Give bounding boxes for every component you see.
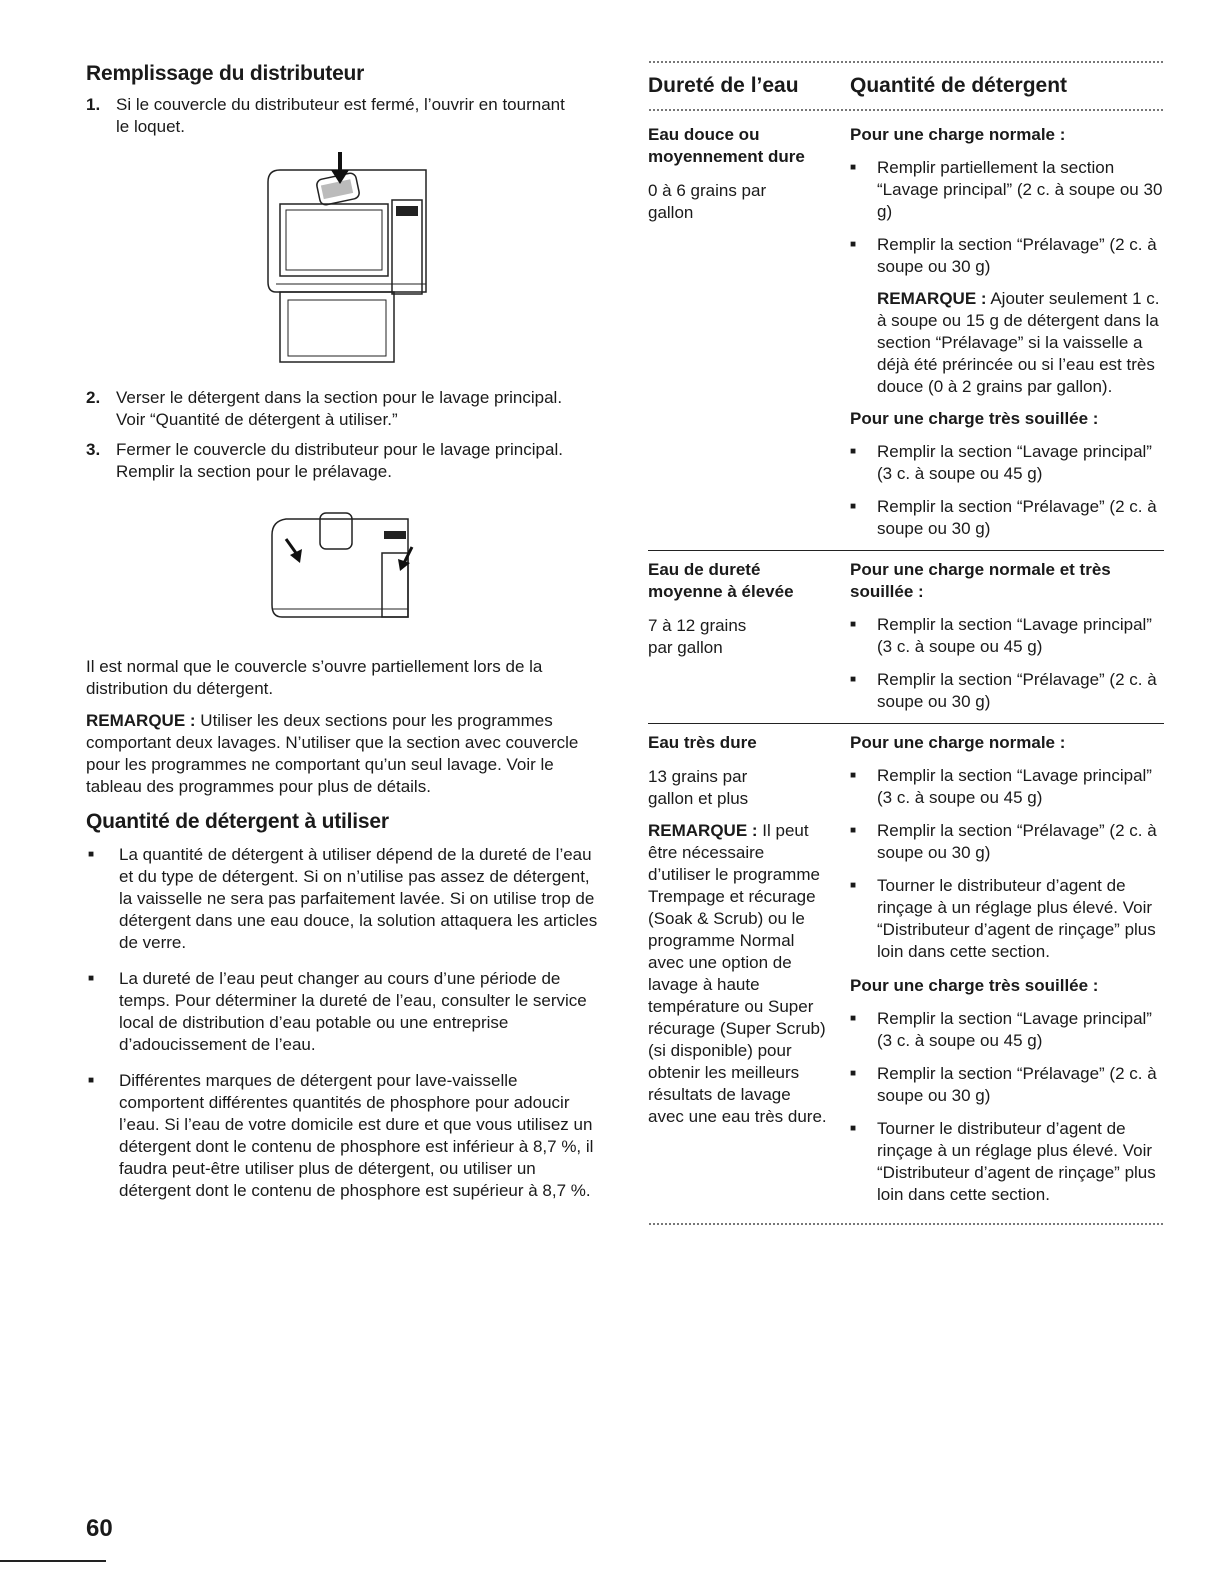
- remark-text: Utiliser les deux sections pour les programmes comportant deux lavages. N’utiliser que la section avec couvercle pour les programmes ne comportant qu’un seul lavage. Voir le tableau des programmes pour plus de détails.: [86, 711, 579, 796]
- remark-text: Il peut être nécessaire d’utiliser le programme Trempage et récurage (Soak & Scrub) ou le programme Normal avec une option de lavage à haute température ou Super récurage (Super Scrub) (si disponible) pour obtenir les meilleurs résultats de lavage avec une eau très dure.: [648, 821, 827, 1126]
- step-text: Si le couvercle du distributeur est fermé, l’ouvrir en tournant le loquet.: [116, 95, 565, 136]
- amount-bullet-text: Tourner le distributeur d’agent de rinçage à un réglage plus élevé. Voir “Distributeur d’agent de rinçage” plus loin dans cette section.: [877, 876, 1156, 961]
- square-bullet-icon: ■: [850, 501, 857, 512]
- header-water-hardness: Dureté de l’eau: [648, 74, 799, 97]
- dispenser-closed-drawing: [264, 505, 414, 623]
- amount-cell: [850, 559, 1164, 713]
- hardness-title: Eau de dureté moyenne à élevée: [648, 560, 794, 601]
- hardness-title: Eau très dure: [648, 733, 757, 752]
- left-column: [86, 62, 606, 1216]
- page-number: 60: [86, 1515, 113, 1542]
- load-heading: Pour une charge très souillée :: [850, 409, 1099, 428]
- remark-label: REMARQUE :: [648, 821, 758, 840]
- bullet-text: Différentes marques de détergent pour lave-vaisselle comportent différentes quantités de phosphore pour adoucir l’eau. Si l’eau de votre domicile est dure et que vous utilisez un détergent dont le contenu de phosphore est inférieur à 8,7 %, il faudra peut-être utiliser plus de détergent, ou utiliser un détergent dont le contenu de phosphore est supérieur à 8,7 %.: [119, 1071, 594, 1200]
- step-text: Fermer le couvercle du distributeur pour le lavage principal. Remplir la section pour le prélavage.: [116, 440, 563, 481]
- dispenser-open-illustration: [86, 152, 606, 369]
- section-title-quantity: Quantité de détergent à utiliser: [86, 810, 389, 833]
- hardness-value: 0 à 6 grains par gallon: [648, 181, 767, 222]
- amount-bullet: [850, 669, 1164, 713]
- remark-text: Ajouter seulement 1 c. à soupe ou 15 g de détergent dans la section “Prélavage” si la vaisselle a déjà été prérincée ou si l’eau est très douce (0 à 2 grains par gallon).: [877, 289, 1160, 396]
- remark-paragraph: [86, 710, 606, 798]
- bullet-text: La dureté de l’eau peut changer au cours d’une période de temps. Pour déterminer la dureté de l’eau, consulter le service local de distribution d’eau potable ou une entreprise d’adoucissement de l’eau.: [119, 969, 587, 1054]
- table-row-very-hard: [648, 724, 1164, 1216]
- amount-bullet: [850, 765, 1164, 809]
- step-2: [86, 387, 606, 431]
- square-bullet-icon: ■: [850, 162, 857, 173]
- down-arrow-icon: [331, 152, 349, 184]
- hardness-value: 13 grains par gallon et plus: [648, 767, 749, 808]
- square-bullet-icon: ■: [850, 880, 857, 891]
- amount-bullet-text: Remplir la section “Prélavage” (2 c. à soupe ou 30 g): [877, 235, 1157, 276]
- load-heading: Pour une charge normale :: [850, 733, 1066, 752]
- bullet-item: [86, 968, 606, 1056]
- amount-bullet: [850, 157, 1164, 223]
- bullet-item: [86, 1070, 606, 1202]
- remark-label: REMARQUE :: [86, 711, 196, 730]
- normal-opening-text: Il est normal que le couvercle s’ouvre partiellement lors de la distribution du détergent.: [86, 657, 543, 698]
- amount-bullet-text: Remplir la section “Lavage principal” (3 c. à soupe ou 45 g): [877, 442, 1152, 483]
- table-row-soft: [648, 112, 1164, 551]
- amount-bullet-text: Remplir la section “Prélavage” (2 c. à soupe ou 30 g): [877, 821, 1157, 862]
- table-remark: [877, 288, 1164, 398]
- square-bullet-icon: ■: [850, 770, 857, 781]
- header-detergent-amount: Quantité de détergent: [850, 74, 1068, 97]
- amount-bullet-text: Remplir la section “Lavage principal” (3 c. à soupe ou 45 g): [877, 1009, 1152, 1050]
- dispenser-open-drawing: [258, 152, 438, 364]
- amount-bullet: [850, 820, 1164, 864]
- footer-rule: [0, 1560, 106, 1562]
- hardness-cell: [648, 732, 850, 1206]
- hardness-cell: [648, 124, 850, 540]
- amount-bullet: [850, 234, 1164, 278]
- step-number: 1.: [86, 95, 101, 114]
- dispenser-closed-illustration: [86, 505, 606, 628]
- hardness-value: 7 à 12 grains par gallon: [648, 616, 747, 657]
- remark-label: REMARQUE :: [877, 289, 987, 308]
- amount-cell: [850, 732, 1164, 1206]
- square-bullet-icon: ■: [88, 1075, 95, 1086]
- step-text: Verser le détergent dans la section pour le lavage principal. Voir “Quantité de détergent à utiliser.”: [116, 388, 563, 429]
- load-heading: Pour une charge normale et très souillée :: [850, 560, 1111, 601]
- square-bullet-icon: ■: [850, 239, 857, 250]
- arrow-right-icon: [398, 547, 412, 571]
- detergent-table: [648, 60, 1164, 1226]
- square-bullet-icon: ■: [850, 1123, 857, 1134]
- section-title-fill: Remplissage du distributeur: [86, 62, 365, 85]
- table-bottom-rule: [648, 1222, 1164, 1226]
- square-bullet-icon: ■: [850, 825, 857, 836]
- bullet-text: La quantité de détergent à utiliser dépend de la dureté de l’eau et du type de détergent. Si on n’utilise pas assez de détergent, la vaisselle ne sera pas parfaitement lavée. Si on utilise trop de détergent dans une eau douce, la solution attaquera les articles de verre.: [119, 845, 598, 952]
- table-row-medium: [648, 551, 1164, 724]
- square-bullet-icon: ■: [88, 849, 95, 860]
- amount-bullet: [850, 614, 1164, 658]
- step-3: [86, 439, 606, 483]
- square-bullet-icon: ■: [850, 1013, 857, 1024]
- arrow-left-icon: [286, 539, 302, 563]
- amount-bullet-text: Remplir partiellement la section “Lavage principal” (2 c. à soupe ou 30 g): [877, 158, 1163, 221]
- table-header: [648, 64, 1164, 108]
- amount-bullet: [850, 441, 1164, 485]
- square-bullet-icon: ■: [850, 674, 857, 685]
- load-heading: Pour une charge très souillée :: [850, 976, 1099, 995]
- table-remark: [648, 820, 850, 1128]
- amount-bullet: [850, 1063, 1164, 1107]
- amount-bullet-text: Remplir la section “Lavage principal” (3 c. à soupe ou 45 g): [877, 615, 1152, 656]
- amount-bullet-text: Tourner le distributeur d’agent de rinçage à un réglage plus élevé. Voir “Distributeur d’agent de rinçage” plus loin dans cette section.: [877, 1119, 1156, 1204]
- step-number: 2.: [86, 388, 101, 407]
- square-bullet-icon: ■: [88, 973, 95, 984]
- hardness-cell: [648, 559, 850, 713]
- hardness-title: Eau douce ou moyennement dure: [648, 125, 805, 166]
- amount-bullet-text: Remplir la section “Prélavage” (2 c. à soupe ou 30 g): [877, 497, 1157, 538]
- step-number: 3.: [86, 440, 101, 459]
- amount-bullet: [850, 1118, 1164, 1206]
- amount-bullet-text: Remplir la section “Lavage principal” (3 c. à soupe ou 45 g): [877, 766, 1152, 807]
- load-heading: Pour une charge normale :: [850, 125, 1066, 144]
- square-bullet-icon: ■: [850, 1068, 857, 1079]
- amount-bullet: [850, 875, 1164, 963]
- amount-bullet-text: Remplir la section “Prélavage” (2 c. à soupe ou 30 g): [877, 670, 1157, 711]
- amount-bullet-text: Remplir la section “Prélavage” (2 c. à soupe ou 30 g): [877, 1064, 1157, 1105]
- amount-cell: [850, 124, 1164, 540]
- bullet-item: [86, 844, 606, 954]
- step-1: [86, 94, 606, 138]
- amount-bullet: [850, 496, 1164, 540]
- square-bullet-icon: ■: [850, 619, 857, 630]
- square-bullet-icon: ■: [850, 446, 857, 457]
- amount-bullet: [850, 1008, 1164, 1052]
